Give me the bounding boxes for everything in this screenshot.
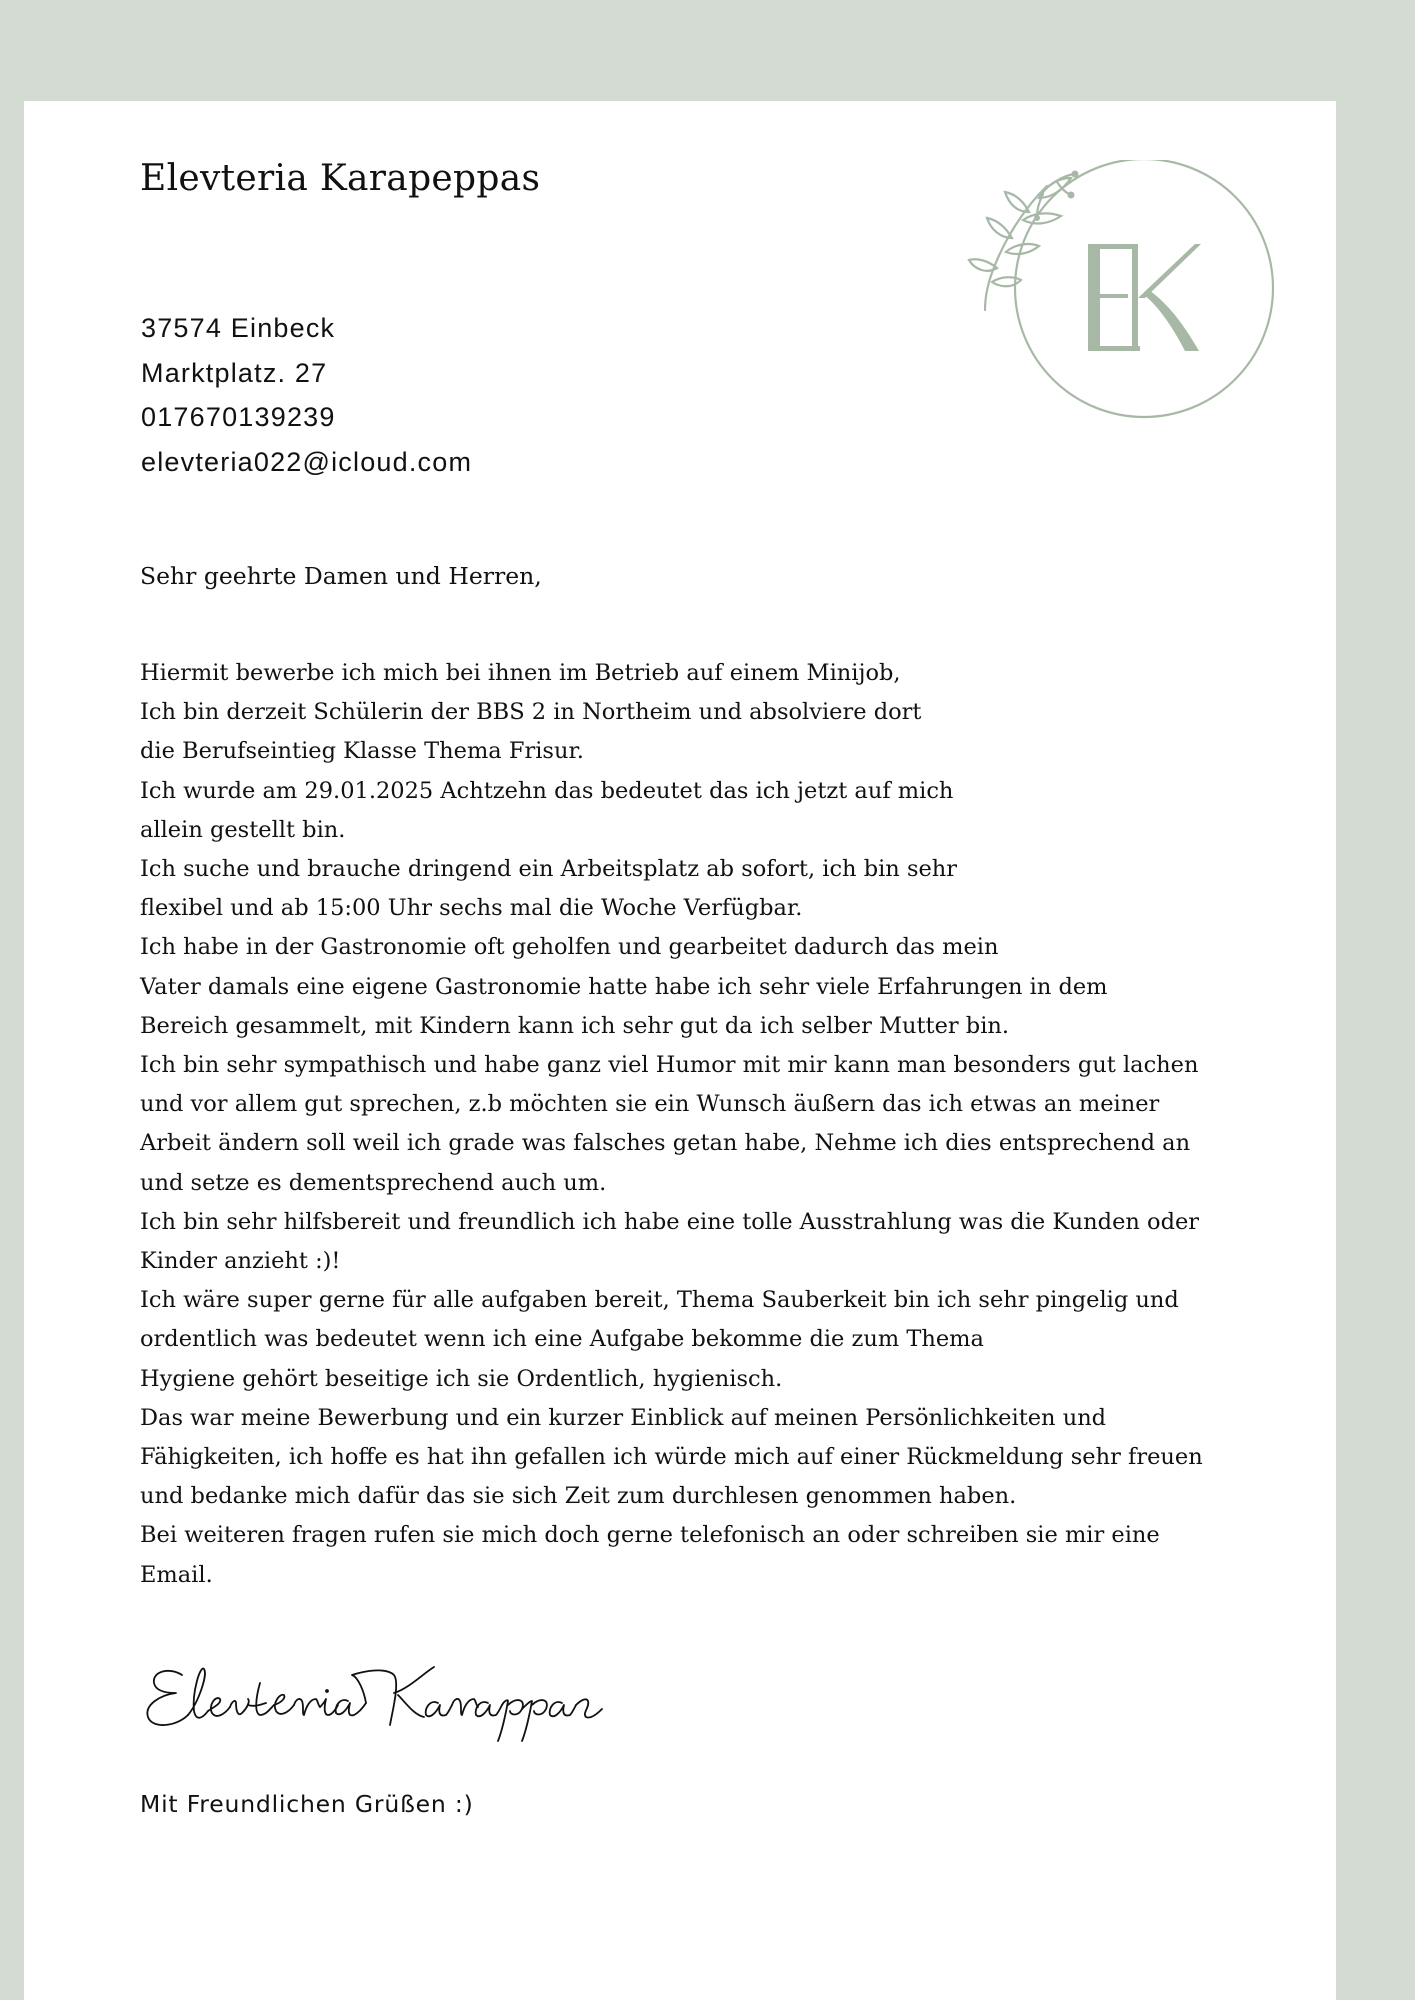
body-line: Hiermit bewerbe ich mich bei ihnen im Betrieb auf einem Minijob, bbox=[140, 660, 901, 686]
monogram-letters bbox=[1088, 244, 1201, 351]
monogram-logo bbox=[957, 160, 1297, 420]
body-line: Bei weiteren fragen rufen sie mich doch gerne telefonisch an oder schreiben sie mir eine bbox=[140, 1522, 1160, 1549]
body-line: Ich wurde am 29.01.2025 Achtzehn das bedeutet das ich jetzt auf mich bbox=[140, 777, 954, 804]
body-line: Vater damals eine eigene Gastronomie hatte habe ich sehr viele Erfahrungen in dem bbox=[140, 973, 1108, 1000]
body-line: die Berufseintieg Klasse Thema Frisur. bbox=[140, 738, 584, 765]
body-line: Ich bin derzeit Schülerin der BBS 2 in Northeim und absolviere dort bbox=[140, 699, 922, 726]
body-line: Ich habe in der Gastronomie oft geholfen und gearbeitet dadurch das mein bbox=[140, 934, 999, 961]
body-line: allein gestellt bin. bbox=[140, 816, 346, 843]
sender-name: Elevteria Karapeppas bbox=[140, 158, 541, 199]
letter-sheet bbox=[24, 101, 1336, 2000]
contact-phone: 017670139239 bbox=[141, 402, 336, 432]
letter-body bbox=[140, 654, 1203, 1595]
letter-salutation: Sehr geehrte Damen und Herren, bbox=[140, 562, 542, 590]
body-line: und bedanke mich dafür das sie sich Zeit zum durchlesen genommen haben. bbox=[140, 1483, 1017, 1510]
body-line: Ich suche und brauche dringend ein Arbeitsplatz ab sofort, ich bin sehr bbox=[140, 856, 958, 883]
body-line: Hygiene gehört beseitige ich sie Ordentlich, hygienisch. bbox=[140, 1365, 783, 1392]
body-line: Kinder anzieht :)! bbox=[140, 1248, 341, 1275]
body-line: Bereich gesammelt, mit Kindern kann ich sehr gut da ich selber Mutter bin. bbox=[140, 1012, 1010, 1039]
body-line: flexibel und ab 15:00 Uhr sechs mal die Woche Verfügbar. bbox=[140, 895, 803, 922]
body-line: und setze es dementsprechend auch um. bbox=[140, 1169, 607, 1196]
body-line: ordentlich was bedeutet wenn ich eine Aufgabe bekomme die zum Thema bbox=[140, 1326, 984, 1353]
contact-block bbox=[141, 306, 472, 484]
body-line: Das war meine Bewerbung und ein kurzer Einblick auf meinen Persönlichkeiten und bbox=[140, 1404, 1107, 1431]
logo-circle bbox=[1015, 160, 1273, 417]
body-line: Arbeit ändern soll weil ich grade was falsches getan habe, Nehme ich dies entsprechend an bbox=[140, 1130, 1191, 1157]
body-line: und vor allem gut sprechen, z.b möchten sie ein Wunsch äußern das ich etwas an meiner bbox=[140, 1091, 1160, 1118]
body-line: Fähigkeiten, ich hoffe es hat ihn gefallen ich würde mich auf einer Rückmeldung sehr freuen bbox=[140, 1444, 1203, 1471]
contact-address-city: 37574 Einbeck bbox=[141, 313, 336, 343]
body-line: Email. bbox=[140, 1561, 213, 1588]
contact-email: elevteria022@icloud.com bbox=[141, 446, 473, 477]
handwritten-signature bbox=[142, 1653, 612, 1743]
contact-address-street: Marktplatz. 27 bbox=[141, 357, 328, 388]
body-line: Ich bin sehr sympathisch und habe ganz viel Humor mit mir kann man besonders gut lachen bbox=[140, 1052, 1199, 1079]
letter-closing: Mit Freundlichen Grüßen :) bbox=[140, 1790, 474, 1818]
body-line: Ich bin sehr hilfsbereit und freundlich ich habe eine tolle Ausstrahlung was die Kunden oder bbox=[140, 1208, 1200, 1235]
body-line: Ich wäre super gerne für alle aufgaben bereit, Thema Sauberkeit bin ich sehr pingelig und bbox=[140, 1287, 1179, 1314]
